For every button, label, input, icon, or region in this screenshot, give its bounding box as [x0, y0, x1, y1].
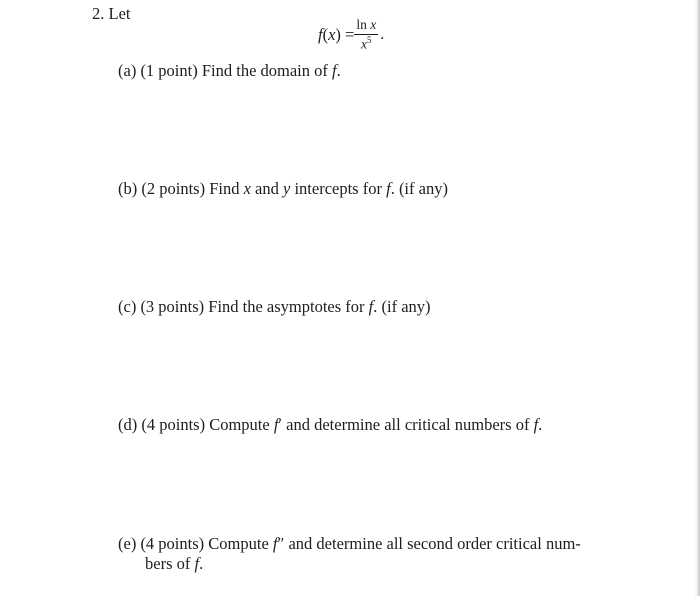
part-d: [118, 415, 542, 435]
part-c: [118, 297, 431, 317]
part-a-text: (a) (1 point) Find the domain of f.: [118, 61, 341, 80]
part-d-text: (d) (4 points) Compute f′ and determine all critical numbers of f.: [118, 415, 543, 434]
problem-number: 2. Let: [92, 4, 131, 23]
fraction-denominator: $x^5$: [361, 35, 372, 52]
part-e-text: (e) (4 points) Compute f″ and determine all second order critical num-: [118, 534, 581, 553]
part-e: [118, 534, 581, 574]
part-b-text: (b) (2 points) Find x and y intercepts for f. (if any): [118, 179, 448, 198]
part-a: [118, 61, 341, 81]
formula-period: .: [380, 25, 385, 43]
part-b: [118, 179, 448, 199]
function-definition: [318, 18, 384, 52]
part-c-text: (c) (3 points) Find the asymptotes for f. (if any): [118, 297, 431, 316]
formula-lhs: f(x) =: [318, 24, 355, 44]
fraction-numerator: ln x: [354, 18, 378, 35]
fraction: [354, 18, 378, 52]
part-e-continuation: bers of f.: [145, 554, 204, 573]
